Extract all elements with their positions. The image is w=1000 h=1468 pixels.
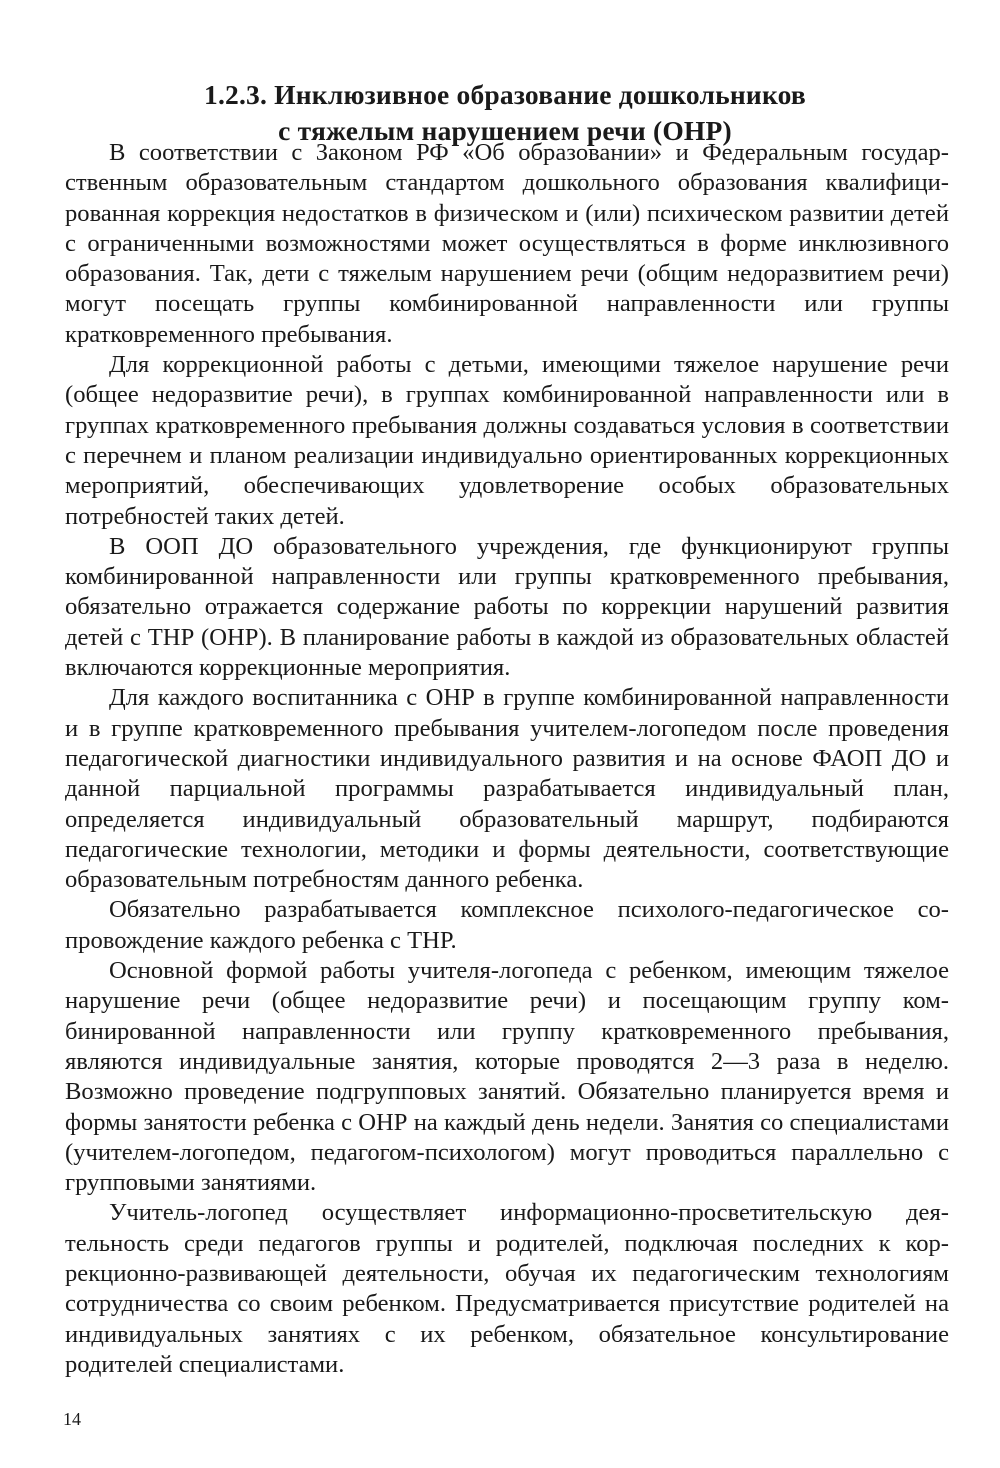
- section-title-line-2: с тяжелым нарушением речи (ОНР): [278, 114, 732, 146]
- page-number: 14: [63, 1409, 81, 1429]
- paragraph-2: Для коррекционной работы с детьми, имеющими тяжелое нарушение речи (общее недоразвитие речи), в группах комбинированной направленности или в группах кратковременного пребывания должны создаваться условия в соответствии с перечнем и планом реализации индивидуально ориентированных коррекционных мероприятий, обеспечивающих удовлетворение особых образовательных потребностей таких детей.: [65, 351, 949, 530]
- paragraph-4: Для каждого воспитанника с ОНР в группе комбинированной направленности и в группе кратковременного пребывания учителем-логопедом после проведения педагогической диагностики индивидуального развития и на основе ФАОП ДО и данной парциальной программы разрабатывается индивидуальный план, определяется индивидуальный образовательный маршрут, подбираются педагогические технологии, методики и формы деятельности, соответствующие образовательным потребностям данного ребенка.: [65, 684, 949, 894]
- paragraph-3: В ООП ДО образовательного учреждения, где функционируют группы комбинированной направленности или группы кратковременного пребывания, обязательно отражается содержание работы по коррекции нарушений развития детей с ТНР (ОНР). В планирование работы в каждой из образовательных областей включаются коррекционные мероприятия.: [65, 532, 949, 682]
- paragraph-7: Учитель-логопед осуществляет информационно-просветительскую деятельность среди педагогов группы и родителей, подключая последних к коррекционно-развивающей деятельности, обучая их педагогическим технологиям сотрудничества со своим ребенком. Предусматривается присутствие родителей на индивидуальных занятиях с их ребенком, обязательное консультирование родителей специалистами.: [65, 1199, 949, 1378]
- body-text: [65, 138, 949, 1380]
- paragraph-6: Основной формой работы учителя-логопеда с ребенком, имеющим тяжелое нарушение речи (общее недоразвитие речи) и посещающим группу комбинированной направленности или группу кратковременного пребывания, являются индивидуальные занятия, которые проводятся 2—3 раза в неделю. Возможно проведение подгрупповых занятий. Обязательно планируется время и формы занятости ребенка с ОНР на каждый день недели. Занятия со специалистами (учителем-логопедом, педагогом-психологом) могут проводиться параллельно с групповыми занятиями.: [65, 957, 949, 1197]
- paragraph-1: В соответствии с Законом РФ «Об образовании» и Федеральным государственным образовательным стандартом дошкольного образования квалифицированная коррекция недостатков в физическом и (или) психическом развитии детей с ограниченными возможностями может осуществляться в форме инклюзивного образования. Так, дети с тяжелым нарушением речи (общим недоразвитием речи) могут посещать группы комбинированной направленности или группы кратковременного пребывания.: [65, 139, 949, 348]
- section-title-line-1: 1.2.3. Инклюзивное образование дошкольников: [204, 78, 806, 110]
- paragraph-5: Обязательно разрабатывается комплексное психолого-педагогическое сопровождение каждого ребенка с ТНР.: [65, 896, 949, 954]
